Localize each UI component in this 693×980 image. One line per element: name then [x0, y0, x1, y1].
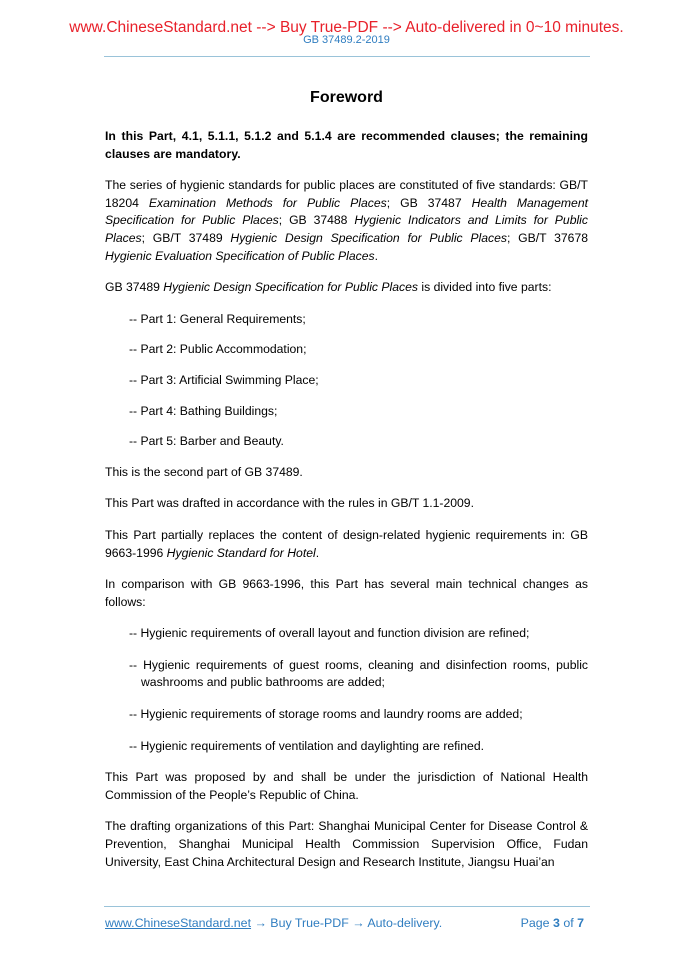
- part-list-item: -- Part 2: Public Accommodation;: [129, 342, 307, 357]
- proposed-by-paragraph: This Part was proposed by and shall be under the jurisdiction of National Health Commission of the People’s Republic of China.: [105, 770, 588, 802]
- header-divider: [104, 56, 590, 57]
- standard-code-header: GB 37489.2-2019: [303, 34, 390, 46]
- change-list-item: -- Hygienic requirements of guest rooms, cleaning and disinfection rooms, public washrooms and public bathrooms are added;: [129, 657, 588, 690]
- change-list-item: -- Hygienic requirements of storage rooms and laundry rooms are added;: [129, 707, 523, 722]
- part-list-item: -- Part 5: Barber and Beauty.: [129, 434, 284, 449]
- promo-banner: www.ChineseStandard.net --> Buy True-PDF --> Auto-delivered in 0~10 minutes.: [69, 19, 624, 36]
- drafting-orgs-paragraph: The drafting organizations of this Part: Shanghai Municipal Center for Disease Control & Prevention, Shanghai Municipal Health Commission Supervision Office, Fudan University, East China Architectural Design and Research Institute, Jiangsu Huai’an: [105, 819, 588, 869]
- page-title: Foreword: [310, 89, 383, 106]
- document-body: [105, 88, 588, 885]
- standard-ref: GB/T 37489 Hygienic Design Specification for Public Places;: [152, 230, 519, 245]
- drafted-rules-paragraph: This Part was drafted in accordance with the rules in GB/T 1.1-2009.: [105, 496, 474, 511]
- standard-ref: GB 37487 Health Management Specification for Public Places;: [105, 195, 588, 228]
- standard-ref: GB 37488 Hygienic Indicators and Limits for Public Places;: [105, 213, 588, 245]
- second-part-paragraph: This is the second part of GB 37489.: [105, 464, 303, 479]
- part-list-item: -- Part 1: General Requirements;: [129, 311, 306, 326]
- website-link[interactable]: www.ChineseStandard.net: [105, 916, 252, 930]
- change-list-item: -- Hygienic requirements of ventilation and daylighting are refined.: [129, 738, 484, 753]
- footer-divider: [104, 906, 590, 907]
- series-intro-prefix: The series of hygienic standards for public places are constituted of five standards:: [105, 178, 560, 193]
- series-intro-paragraph: [105, 177, 588, 265]
- standard-ref: GB/T 18204 Examination Methods for Public Places;: [105, 178, 588, 210]
- part-list-item: -- Part 4: Bathing Buildings;: [129, 403, 278, 418]
- replaces-paragraph: This Part partially replaces the content of design-related hygienic requirements in: GB 9663-1996 Hygienic Standard for Hotel.: [105, 527, 588, 560]
- changes-intro-paragraph: In comparison with GB 9663-1996, this Part has several main technical changes as follows:: [105, 577, 588, 609]
- current-page: 3: [552, 916, 560, 930]
- total-pages: 7: [577, 916, 584, 930]
- page-number: Page 3 of 7: [520, 916, 584, 930]
- footer-promo: [105, 915, 442, 931]
- change-list-item: -- Hygienic requirements of overall layout and function division are refined;: [129, 626, 530, 641]
- footer-tagline: → Buy True-PDF → Auto-delivery.: [251, 916, 443, 930]
- standard-ref: GB/T 37678 Hygienic Evaluation Specification of Public Places.: [105, 230, 588, 263]
- part-list-item: -- Part 3: Artificial Swimming Place;: [129, 372, 319, 387]
- clause-note: In this Part, 4.1, 5.1.1, 5.1.2 and 5.1.4 are recommended clauses; the remaining clauses are mandatory.: [105, 129, 588, 161]
- parts-intro-paragraph: GB 37489 Hygienic Design Specification for Public Places is divided into five parts:: [105, 280, 552, 295]
